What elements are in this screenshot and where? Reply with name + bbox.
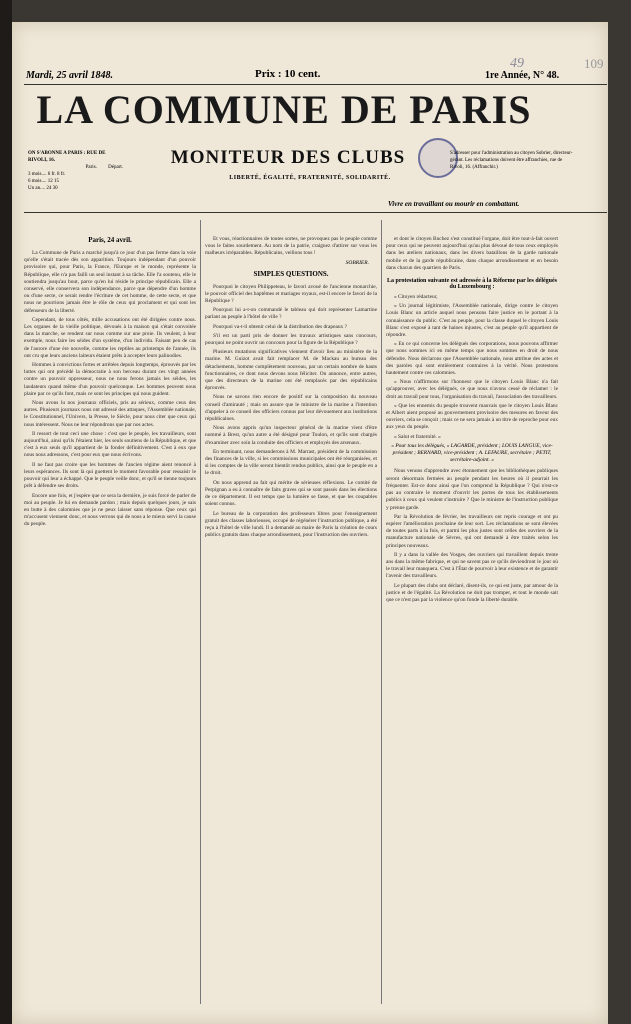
article-paragraph: Le plupart des clubs ont déclaré, disent-ils, ce qui est juste, par amour de la justice et de l'égalité. La Révolution ne doit pas tromper, et tout le monde sait que ce n'est pas par la violence qu'on fonde la liberté durable. [386, 582, 558, 603]
handwritten-number: 49 [510, 56, 524, 71]
issue-number: 1re Année, N° 48. [485, 70, 560, 81]
subscription-row: Un an.... 24 30 [28, 186, 58, 191]
newspaper-motto: LIBERTÉ, ÉGALITÉ, FRATERNITÉ, SOLIDARITÉ. [229, 175, 391, 181]
column-2 [205, 224, 377, 1004]
administration-notice: S'adresser pour l'administration au citoyen Sobrier, directeur-gérant. Les réclamations doivent être affranchies, rue de Rivoli, 16. (Affranchir.) [450, 151, 573, 170]
article-paragraph: Nous avons lu nos journaux officiels, pris au sérieux, comme ceux des autres. Plusieurs journaux nous ont adressé des attaques, l'Assemblée nationale, le Constitutionnel, l'Univers, la Presse, le Siècle, pour nous citer que ceux qui nous intéressent. Nous ne leur répondrons que par nos actes. [24, 400, 196, 428]
book-gutter [0, 0, 12, 1024]
column-3 [386, 224, 558, 1004]
issue-date: Mardi, 25 avril 1848. [26, 70, 113, 81]
masthead-top-rule [24, 84, 607, 85]
article-paragraph: Pourquoi lui a-t-on commandé le tableau qui doit représenter Lamartine parlant au peuple à l'hôtel de ville ? [205, 307, 377, 321]
article-paragraph: et dont le citoyen Buchez s'est constitué l'organe, doit être tout-à-fait ouvert pour ceux qui ne peuvent aujourd'hui qu'au plus dévoué de tous ceux employés dans les ateliers nationaux, dans les divers bataillons de la garde nationale mobile et de la garde républicaine, dans chaque arrondissement et en besoin dans chacun des quartiers de Paris. [386, 236, 558, 271]
article-columns [24, 220, 607, 1004]
article-heading-protestation: La protestation suivante est adressée à la Réforme par les délégués du Luxembourg : [387, 278, 557, 291]
subscription-box [28, 150, 123, 192]
article-paragraph: Cependant, de tous côtés, mille accusations ont été dirigées contre nous. Les organes de la vieille politique, dévoués à la maison qui s'était convoitée dans la marche, se rendent sur nous comme sur une proie. Ils veulent, à leur exemple, nous faire les séides d'un système, d'un individu. Faisant peu de cas de l'aurore d'une ère nouvelle, comme les reptiles au printemps de l'année, ils ont cru que leurs anciens laiteurs étaient prêts à accepter leurs palinodies. [24, 316, 196, 359]
delegates-signature: « Pour tous les délégués, « LAGARDE, président ; LOUIS LANGUE, vice-président ; BERNARD, vice-président ; A. LEFAURE, secrétaire ; PETIT, secrétaire-adjoint. » [391, 442, 553, 464]
article-paragraph: Il ressort de tout ceci une chose : c'est que le peuple, les travailleurs, sont aujourd'hui, ainsi qu'ils l'étaient hier, les seuls soutiens de la République, et que c'est à eux seuls qu'il appartient de la fonder définitivement. C'est à eux que nous nous adressons, c'est pour eux que nous écrivons. [24, 430, 196, 459]
article-paragraph: Nous avons appris qu'un inspecteur général de la marine vient d'être nommé à Brest, qu'un autre a été désigné pour Toulon, et qu'ils sont chargés d'examiner avec soin la conduite des officiers et employés des arsenaux. [205, 425, 377, 446]
article-paragraph: Et vous, réactionnaires de toutes sortes, ne provoquez pas le peuple comme vous le faites sourdement. Au nom de la patrie, craignez d'attirer sur vous les malheurs irréparables. Républicains, veillons tous ! [205, 236, 377, 257]
issue-price: Prix : 10 cent. [255, 68, 321, 80]
subscription-row: 3 mois.... 6 fr. 8 fr. [28, 172, 66, 177]
article-signature: SOBRIER. [345, 259, 369, 266]
article-paragraph: Nous ne savons rien encore de positif sur la composition du nouveau conseil d'amirauté ; mais on assure que le ministre de la marine a l'intention d'appeler à ce conseil des officiers connus par leur dévouement aux institutions républicaines. [205, 394, 377, 423]
article-paragraph: « Salut et fraternité. » [394, 433, 441, 440]
article-paragraph: « Un journal légitimiste, l'Assemblée nationale, dirige contre le citoyen Louis Blanc un article auquel nous pensons faire justice en le portant à la connaissance du public. C'est au peuple, pour la classe duquel le citoyen Louis Blanc s'est exposé à tant de haines injustes, c'est au peuple qu'il appartient de répondre. [386, 303, 558, 339]
subscription-col-depart: Départ. [108, 165, 123, 170]
subscription-columns [28, 164, 123, 171]
article-paragraph: Il y a dans la vallée des Vosges, des ouvriers qui travaillent depuis trente ans dans la même fabrique, et qui ne savent pas ce qu'ils deviendront le jour où le travail leur manquera. C'est à l'État de pourvoir à leur existence et de garantir l'avenir des travailleurs. [386, 551, 558, 580]
article-paragraph: « Citoyen rédacteur, [394, 294, 438, 301]
masthead-bottom-rule [24, 212, 607, 213]
article-paragraph: Pourquoi va-t-il obtenir celui de la distribution des drapeaux ? [213, 323, 347, 330]
article-paragraph: « En ce qui concerne les délégués des corporations, nous pouvons affirmer que nous sommes ici en même temps que nous sommes en droit de nous défendre. Nous déclarons que l'Assemblée nationale, nous attribue des actes et des paroles qui sont entièrement contraires à la vérité. Nous protestons hautement contre ces calomnies. [386, 341, 558, 377]
article-paragraph: « Que les ennemis du peuple trouvent mauvais que le citoyen Louis Blanc et Albert aient proposé au gouvernement provisoire des mesures en faveur des ouvriers, cela se conçoit ; mais ce ne sera jamais à un titre de reproche pour eux aux yeux du peuple. [386, 402, 558, 431]
article-paragraph: La Commune de Paris a marché jusqu'à ce jour d'un pas ferme dans la voie qu'elle s'était tracée dès son apparition. Toujours indépendant d'un pouvoir provisoire qui, pour Paris, la France, l'Europe et le monde, représente la République, elle n'a pas failli un seul instant à sa tâche. Elle l'a soutenu, elle le soutiendra jusqu'au bout, parce qu'en lui réside le principe républicain. Elle a conservé, elle conservera son indépendance, parce que dépendre d'un homme ou d'une secte, ce serait rendre l'écriture de cet homme, de cette secte, et que nous ne pourrions jamais être le rôle de ceux qui proclament et qui sont les défenseurs de la liberté. [24, 250, 196, 314]
article-paragraph: Encore une fois, et j'espère que ce sera la dernière, je suis forcé de parler de moi au peuple. Je lui en demande pardon ; mais depuis quelques jours, je sais en butte à des calomnies que je ne peux laisser sans réponse. Que ceux qui m'accusent viennent donc, et nous verrons qui de nous a le mieux servi la cause du peuple. [24, 492, 196, 528]
article-paragraph: En terminant, nous demanderons à M. Marrast, président de la commission des finances de la ville, si les commissions municipales ont été réorganisées, et si les comptes de la ville seront bientôt rendus publics, ainsi que le peuple en a le droit. [205, 448, 377, 477]
column-divider [381, 220, 382, 1004]
article-paragraph: Le bureau de la corporation des professeurs libres pour l'enseignement gratuit des classes laborieuses, occupé de régénérer l'instruction publique, a été reçu à l'hôtel de ville lundi. Il a demandé au maire de Paris la création de cours publics gratuits dans chaque arrondissement, pour l'instruction des ouvriers. [205, 510, 377, 539]
article-paragraph: Plusieurs mutations significatives viennent d'avoir lieu au ministère de la marine. M. Guizot avait fait remplacer M. de Mackau au bureau des détachements, homme complètement nouveau, par un certain nombre de hauts fonctionnaires, ce dont nous devons nous féliciter. On annonce, entre autres, que des directeurs de la marine ont été remplacés par des républicains éprouvés. [205, 349, 377, 392]
newspaper-tagline: Vivre en travaillant ou mourir en combattant. [388, 200, 520, 208]
article-paragraph: Pourquoi le citoyen Philippeteau, le favori avoué de l'ancienne monarchie, le pouvoir officiel des baptêmes et mariages royaux, est-il encore le favori de la République ? [205, 283, 377, 305]
article-paragraph: « Nous n'affirmons sur l'honneur que le citoyen Louis Blanc n'a fait qu'approuver, avec les délégués, ce que nous n'avons cessé de réclamer : le droit au travail pour tous, l'organisation du travail, l'association des travailleurs. [386, 379, 558, 400]
article-paragraph: Nous venons d'apprendre avec étonnement que les bibliothèques publiques seront désormais fermées au peuple pendant les heures où il pourrait les fréquenter. Est-ce donc ainsi que l'on comprend la République ? Qui n'est-ce pas au contraire le moment d'ouvrir les portes de tous les établissements publics à ceux qui veulent s'instruire ? Que le ministre de l'instruction publique y prenne garde. [386, 468, 558, 511]
article-paragraph: S'il est un parti pris de donner les travaux artistiques sans concours, pourquoi ne point ouvrir un concours pour la figure de la République ? [205, 332, 377, 347]
article-paragraph: Il ne faut pas croire que les hommes de l'ancien régime aient renoncé à leurs espérances. Ils sont là qui guettent le moment favorable pour ressaisir le pouvoir qui leur a échappé. Que le peuple veille donc, et qu'il se tienne toujours prêt à défendre ses droits. [24, 461, 196, 490]
article-paragraph: On nous apprend au fait qui mérite de sérieuses réflexions. Le comité de Perpignan a eu à connaître de faits graves qui se sont passés dans les élections de ce département. Il est temps que la lumière se fasse, et que les coupables soient connus. [205, 479, 377, 508]
article-heading-paris: Paris, 24 avril. [88, 236, 132, 244]
newspaper-title: LA COMMUNE DE PARIS [36, 87, 532, 132]
subscription-row: 6 mois.... 12 15 [28, 179, 59, 184]
newspaper-subtitle: MONITEUR DES CLUBS [170, 147, 406, 168]
article-paragraph: Par la Révolution de février, les travailleurs ont repris courage et ont pu espérer l'amélioration prochaine de leur sort. Les réclamations se sont élevées de toutes parts à la fois, et parmi les plus justes sont celles des ouvriers de la manufacture nationale de Sèvres, qui ont demandé à être traités selon les principes nouveaux. [386, 513, 558, 549]
article-paragraph: Hommes à convictions fortes et arrêtées depuis longtemps, éprouvés par les luttes qui ont précédé la démocratie à son berceau durant ces vingt années contre un pouvoir oppresseur, nous ne nous ferons jamais les séides, les laudateurs quand même d'un pouvoir quelconque. Les hommes peuvent nous plaire par ce qu'ils font, mais ce sont les principes qui nous guident. [24, 362, 196, 397]
column-1 [24, 224, 196, 1004]
subscription-col-paris: Paris. [85, 165, 97, 170]
subscription-heading: ON S'ABONNE A PARIS : RUE DE RIVOLI, 16. [28, 151, 106, 163]
archive-number: 109 [584, 56, 604, 71]
article-heading-questions: SIMPLES QUESTIONS. [253, 269, 329, 278]
column-divider [200, 220, 201, 1004]
